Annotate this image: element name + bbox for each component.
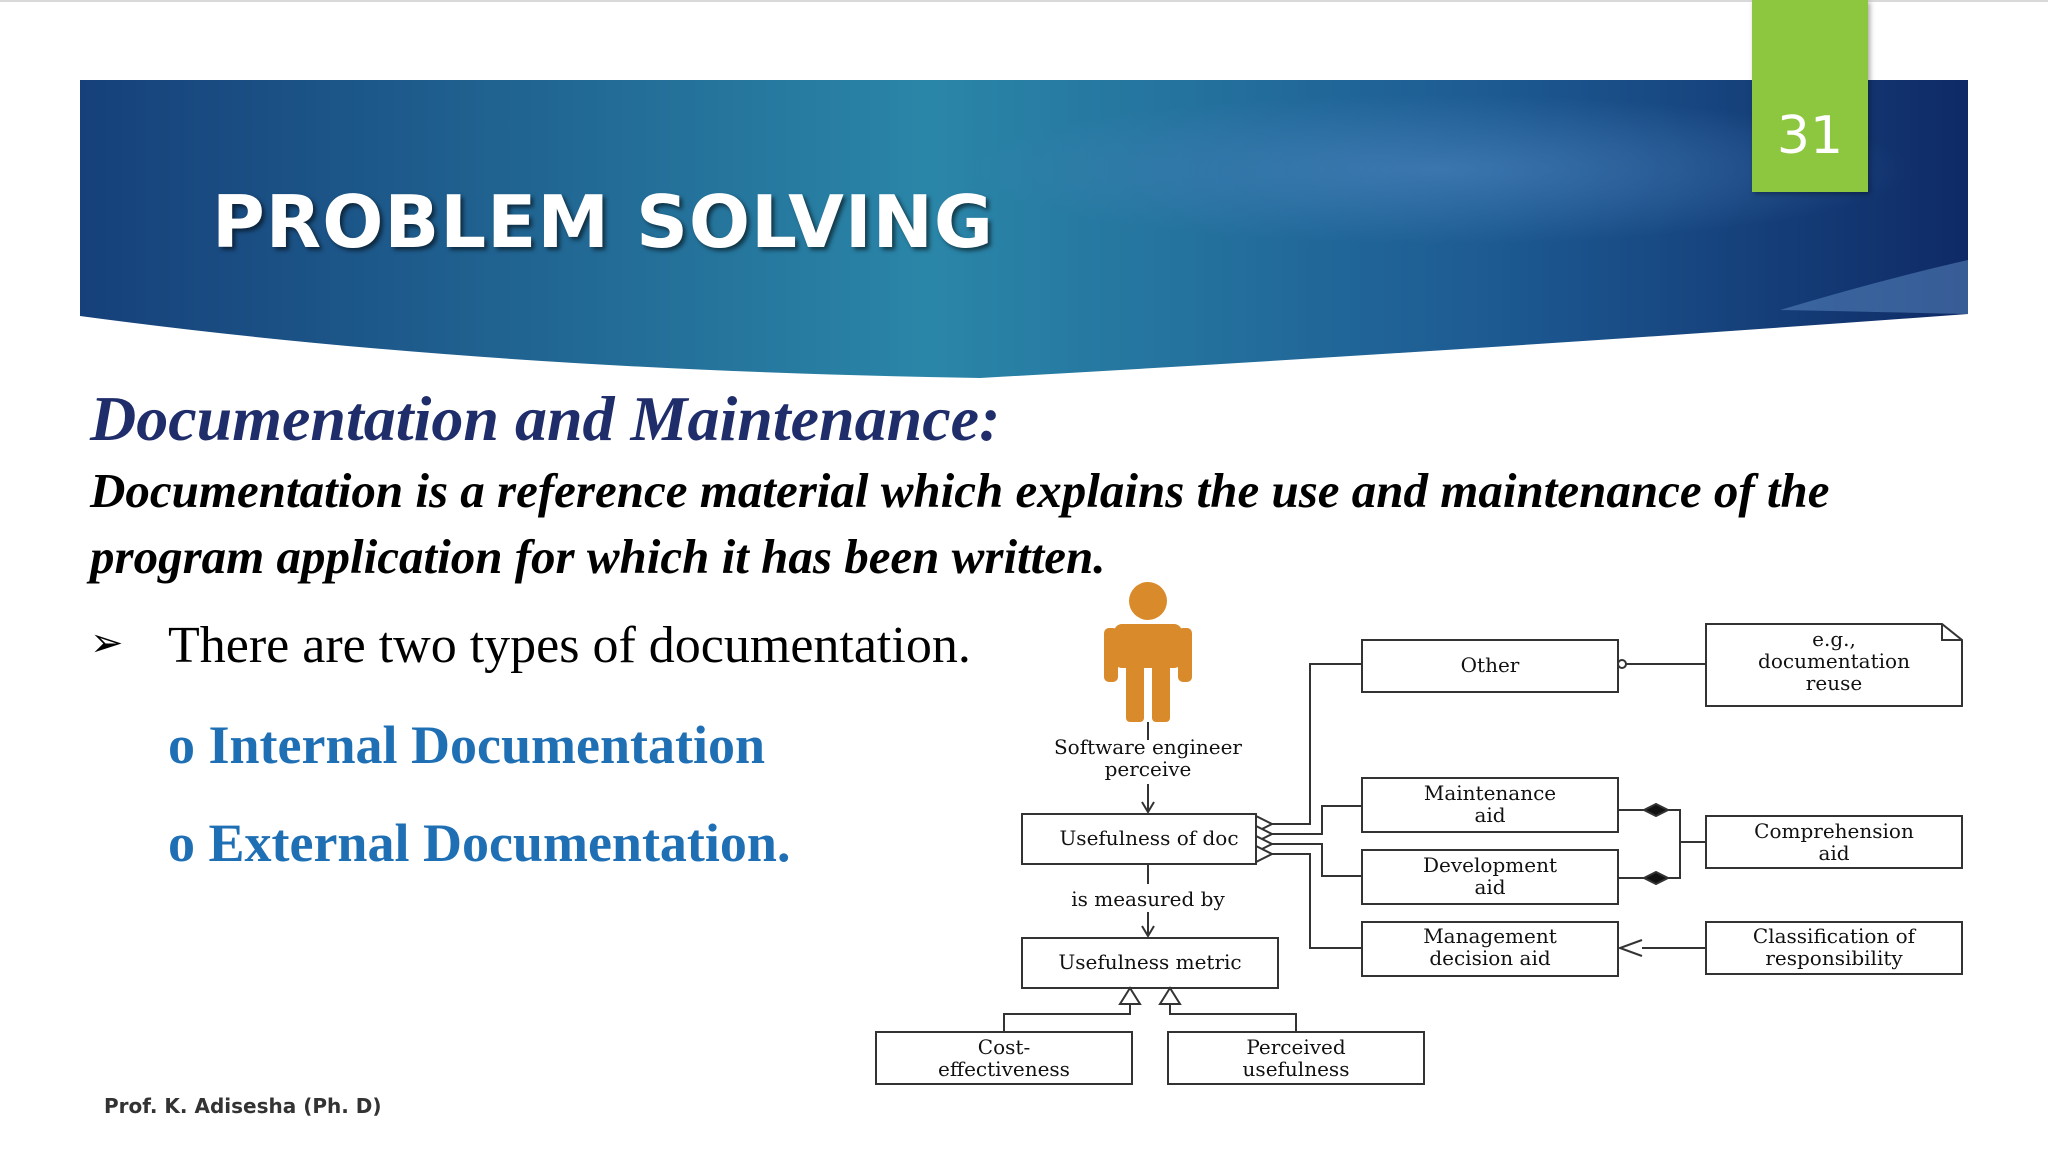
top-border: [0, 0, 2048, 2]
bullet-text: There are two types of documentation.: [168, 617, 971, 674]
comprehension-label-2: aid: [1818, 841, 1850, 865]
actor-label-1: Software engineer: [1053, 735, 1243, 759]
development-label-2: aid: [1474, 875, 1506, 899]
definition-text: Documentation is a reference material which explains the use and maintenance of the program application for which it has been written.: [90, 463, 1830, 584]
other-label: Other: [1460, 653, 1520, 677]
note-label-1: e.g.,: [1812, 627, 1856, 651]
page-number-tab: [1752, 0, 1868, 192]
page-number: 31: [1776, 106, 1844, 166]
perceived-label-1: Perceived: [1246, 1035, 1346, 1059]
classification-label-2: responsibility: [1765, 946, 1903, 970]
actor-label-2: perceive: [1104, 757, 1192, 781]
section-heading: Documentation and Maintenance:: [90, 383, 1001, 454]
note-label-3: reuse: [1805, 671, 1863, 695]
classification-label-1: Classification of: [1752, 924, 1916, 948]
footer-author: Prof. K. Adisesha (Ph. D): [104, 1094, 382, 1118]
slide-title: PROBLEM SOLVING: [212, 180, 994, 264]
measured-by-label: is measured by: [1071, 887, 1225, 911]
documentation-usefulness-diagram: [860, 580, 1970, 1100]
arrow-bullet-icon: ➢: [90, 620, 124, 666]
note-label-2: documentation: [1758, 649, 1910, 673]
usefulness-metric-label: Usefulness metric: [1058, 950, 1242, 974]
perceived-label-2: usefulness: [1242, 1057, 1350, 1081]
development-label-1: Development: [1423, 853, 1557, 877]
management-label-2: decision aid: [1429, 946, 1551, 970]
usefulness-of-doc-label: Usefulness of doc: [1059, 826, 1239, 850]
maintenance-label-2: aid: [1474, 803, 1506, 827]
sub-item-internal: o Internal Documentation: [168, 715, 765, 775]
cost-label-1: Cost-: [977, 1035, 1031, 1059]
maintenance-label-1: Maintenance: [1423, 781, 1557, 805]
sub-item-external: o External Documentation.: [168, 813, 791, 873]
bullet-item: [90, 616, 971, 675]
cost-label-2: effectiveness: [938, 1057, 1070, 1081]
management-label-1: Management: [1423, 924, 1557, 948]
person-icon: [1104, 582, 1192, 722]
comprehension-label-1: Comprehension: [1754, 819, 1914, 843]
